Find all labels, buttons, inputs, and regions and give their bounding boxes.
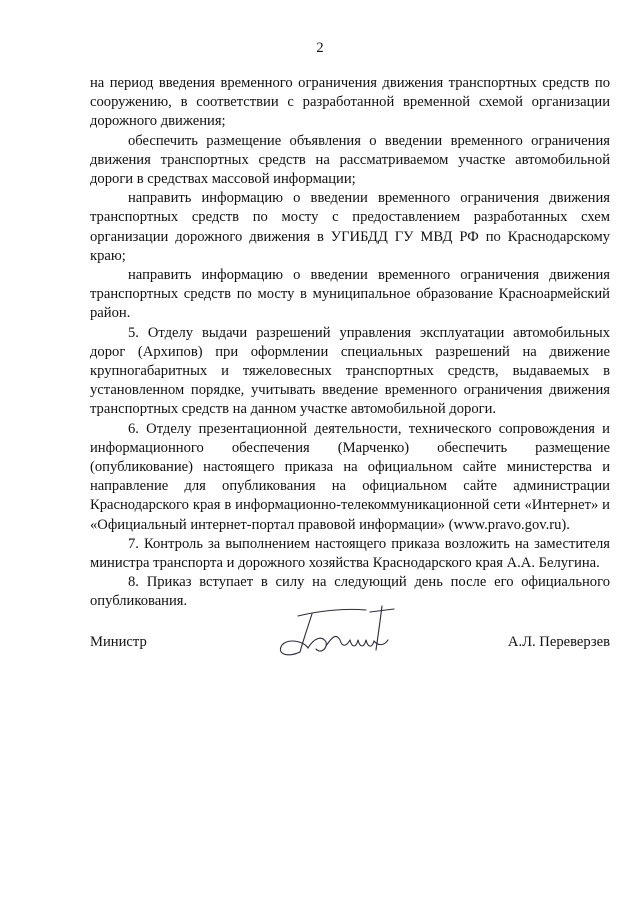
signature-block <box>90 600 610 680</box>
paragraph-item-5: 5. Отделу выдачи разрешений управления эксплуатации автомобильных дорог (Архипов) при оформлении специальных разрешений на движение крупногабаритных и тяжеловесных транспортных средств, выдаваемых в установленном порядке, учитывать введение временного ограничения движения транспортных средств на данном участке автомобильной дороги. <box>90 324 610 418</box>
paragraph-continuation: на период введения временного ограничения движения транспортных средств по сооружению, в соответствии с разработанной временной схемой организации дорожного движения; <box>90 75 610 130</box>
paragraph-municipality-info: направить информацию о введении временного ограничения движения транспортных средств по мосту в муниципальное образование Красноармейский район. <box>90 267 610 322</box>
signatory-name: А.Л. Переверзев <box>507 634 610 650</box>
page-number: 2 <box>316 40 324 56</box>
paragraph-item-6: 6. Отделу презентационной деятельности, технического сопровождения и информационного обеспечения (Марченко) обеспечить размещение (опубликование) настоящего приказа на официальном сайте министерства и направление для опубликования на официальном сайте администрации Краснодарского края в информационно-телекоммуникационной сети «Интернет» и «Официальный интернет-портал правовой информации» (www.pravo.gov.ru). <box>90 420 610 533</box>
signatory-title: Министр <box>90 634 147 650</box>
paragraph-item-7: 7. Контроль за выполнением настоящего приказа возложить на заместителя министра транспорта и дорожного хозяйства Краснодарского края А.А. Белугина. <box>90 535 610 572</box>
paragraph-ugibdd-info: направить информацию о введении временного ограничения движения транспортных средств по мосту с предоставлением разработанных схем организации дорожного движения в УГИБДД ГУ МВД РФ по Краснодарскому краю; <box>90 190 610 264</box>
handwritten-signature <box>270 602 420 668</box>
document-body <box>90 74 610 612</box>
paragraph-item-8: 8. Приказ вступает в силу на следующий день после его официального опубликования. <box>90 574 610 610</box>
paragraph-media-notice: обеспечить размещение объявления о введении временного ограничения движения транспортных средств на рассматриваемом участке автомобильной дороги в средствах массовой информации; <box>90 132 610 188</box>
